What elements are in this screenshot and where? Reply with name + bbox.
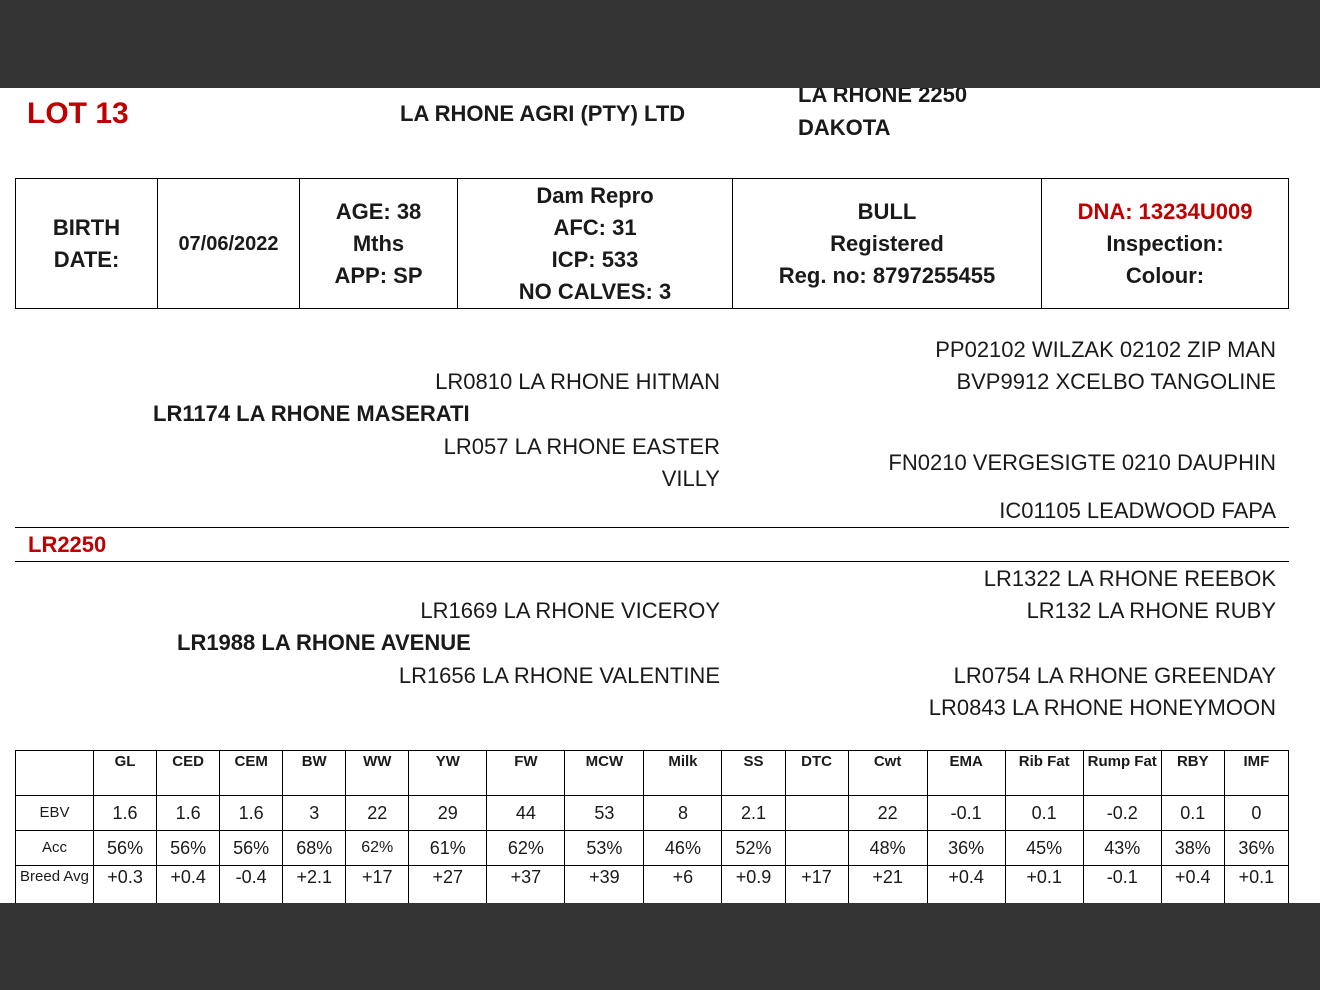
ebv-header-cell: CEM — [220, 751, 283, 796]
pedigree-dam-sire-sire: LR1322 LA RHONE REEBOK — [983, 566, 1276, 591]
pedigree-sire-sire: LR0810 LA RHONE HITMAN — [435, 369, 720, 394]
breed-avg-row-label: Breed Avg — [16, 866, 94, 904]
age-value: AGE: 38 — [335, 198, 422, 224]
breed-avg-cell: +0.3 — [94, 866, 157, 904]
pedigree-sire-sire-sire: PP02102 WILZAK 02102 ZIP MAN — [935, 337, 1276, 362]
pedigree-dam: LR1988 LA RHONE AVENUE — [177, 630, 471, 655]
colour-label: Colour: — [1125, 262, 1205, 288]
birth-label-line-1: BIRTH — [52, 214, 121, 240]
acc-cell: 62% — [346, 831, 409, 866]
breed-avg-cell: +27 — [409, 866, 487, 904]
ebv-cell: 1.6 — [94, 796, 157, 831]
ebv-cell: 22 — [848, 796, 927, 831]
ebv-header-cell: WW — [346, 751, 409, 796]
ebv-cell: 0 — [1224, 796, 1288, 831]
ebv-header-cell: CED — [157, 751, 220, 796]
sex-value: BULL — [857, 198, 917, 224]
breed-avg-cell: +0.4 — [157, 866, 220, 904]
animal-name-line-2: DAKOTA — [798, 115, 891, 140]
ebv-cell: 44 — [487, 796, 565, 831]
ebv-cell: 1.6 — [157, 796, 220, 831]
ebv-cell: 3 — [283, 796, 346, 831]
breed-avg-cell: +0.4 — [927, 866, 1005, 904]
pedigree-dam-dam: LR1656 LA RHONE VALENTINE — [398, 663, 720, 688]
breed-avg-cell: -0.1 — [1083, 866, 1161, 904]
ebv-header-cell: SS — [722, 751, 785, 796]
breed-avg-cell: +0.1 — [1224, 866, 1288, 904]
animal-name-line-1: LA RHONE 2250 — [798, 88, 968, 107]
icp-value: ICP: 533 — [551, 246, 639, 272]
ebv-cell: 0.1 — [1161, 796, 1224, 831]
ebv-header-cell: MCW — [565, 751, 644, 796]
inspection-label: Inspection: — [1106, 230, 1224, 256]
pedigree-sire-dam-sire: FN0210 VERGESIGTE 0210 DAUPHIN — [888, 450, 1276, 475]
breed-avg-cell: +39 — [565, 866, 644, 904]
pedigree-dam-dam-dam: LR0843 LA RHONE HONEYMOON — [928, 695, 1276, 720]
ebv-row-label: EBV — [16, 796, 94, 831]
pedigree-dam-sire: LR1669 LA RHONE VICEROY — [420, 598, 720, 623]
divider-top — [15, 527, 1289, 528]
acc-cell: 53% — [565, 831, 644, 866]
breed-avg-cell: -0.4 — [220, 866, 283, 904]
ebv-cell: 0.1 — [1005, 796, 1083, 831]
ebv-header-cell: FW — [487, 751, 565, 796]
ebv-table — [15, 750, 1289, 903]
divider-bottom — [15, 561, 1289, 562]
pedigree-sire-dam-line-2: VILLY — [661, 466, 720, 491]
ebv-header-cell: YW — [409, 751, 487, 796]
ebv-cell: 29 — [409, 796, 487, 831]
breed-avg-cell: +17 — [785, 866, 848, 904]
breed-avg-cell: +6 — [644, 866, 722, 904]
ebv-header-cell: Milk — [644, 751, 722, 796]
acc-cell: 62% — [487, 831, 565, 866]
acc-cell: 68% — [283, 831, 346, 866]
acc-row — [16, 831, 1289, 866]
ebv-cell: 8 — [644, 796, 722, 831]
ebv-cell: 1.6 — [220, 796, 283, 831]
ebv-header-cell: GL — [94, 751, 157, 796]
ebv-cell: -0.2 — [1083, 796, 1161, 831]
acc-cell: 52% — [722, 831, 785, 866]
pedigree-sire: LR1174 LA RHONE MASERATI — [153, 401, 470, 426]
acc-cell: 56% — [157, 831, 220, 866]
acc-cell: 43% — [1083, 831, 1161, 866]
breed-avg-row — [16, 866, 1289, 904]
acc-cell: 36% — [927, 831, 1005, 866]
breed-avg-cell: +21 — [848, 866, 927, 904]
breed-avg-cell: +0.1 — [1005, 866, 1083, 904]
ebv-cell: -0.1 — [927, 796, 1005, 831]
ebv-cell — [785, 796, 848, 831]
ebv-header-cell: Rib Fat — [1005, 751, 1083, 796]
acc-cell: 56% — [94, 831, 157, 866]
dam-repro-title: Dam Repro — [536, 182, 654, 208]
afc-value: AFC: 31 — [553, 214, 637, 240]
acc-cell: 48% — [848, 831, 927, 866]
no-calves-value: NO CALVES: 3 — [518, 278, 672, 304]
ebv-header-cell: IMF — [1224, 751, 1288, 796]
lot-number: LOT 13 — [27, 97, 129, 130]
animal-info-table — [15, 178, 1289, 309]
breed-avg-cell: +17 — [346, 866, 409, 904]
breeder-name: LA RHONE AGRI (PTY) LTD — [400, 101, 686, 126]
ebv-cell: 22 — [346, 796, 409, 831]
acc-cell: 56% — [220, 831, 283, 866]
acc-row-label: Acc — [16, 831, 94, 866]
ebv-header-cell: BW — [283, 751, 346, 796]
acc-cell — [785, 831, 848, 866]
ebv-cell: 53 — [565, 796, 644, 831]
acc-cell: 61% — [409, 831, 487, 866]
ebv-row — [16, 796, 1289, 831]
acc-cell: 46% — [644, 831, 722, 866]
ebv-header-row — [16, 751, 1289, 796]
pedigree-sire-sire-dam: BVP9912 XCELBO TANGOLINE — [956, 369, 1276, 394]
age-unit: Mths — [352, 230, 405, 256]
ebv-cell: 2.1 — [722, 796, 785, 831]
ebv-header-cell: RBY — [1161, 751, 1224, 796]
birth-date-cell: 07/06/2022 — [158, 179, 300, 309]
pedigree-dam-dam-sire: LR0754 LA RHONE GREENDAY — [953, 663, 1276, 688]
dna-cell — [1042, 179, 1289, 309]
breed-avg-cell: +37 — [487, 866, 565, 904]
app-value: APP: SP — [334, 262, 423, 288]
animal-id: LR2250 — [28, 532, 107, 557]
ebv-header-cell: Rump Fat — [1083, 751, 1161, 796]
ebv-header-cell — [16, 751, 94, 796]
birth-date-label-cell — [16, 179, 158, 309]
catalogue-page — [0, 88, 1320, 903]
breed-avg-cell: +0.4 — [1161, 866, 1224, 904]
acc-cell: 36% — [1224, 831, 1288, 866]
registration-number: Reg. no: 8797255455 — [778, 262, 996, 288]
dam-repro-cell — [458, 179, 733, 309]
ebv-header-cell: DTC — [785, 751, 848, 796]
acc-cell: 38% — [1161, 831, 1224, 866]
ebv-header-cell: EMA — [927, 751, 1005, 796]
breed-avg-cell: +2.1 — [283, 866, 346, 904]
breed-avg-cell: +0.9 — [722, 866, 785, 904]
age-cell — [300, 179, 458, 309]
birth-label-line-2: DATE: — [53, 246, 120, 272]
pedigree-sire-dam-dam: IC01105 LEADWOOD FAPA — [999, 498, 1276, 523]
ebv-header-cell: Cwt — [848, 751, 927, 796]
pedigree-dam-sire-dam: LR132 LA RHONE RUBY — [1026, 598, 1276, 623]
registration-status: Registered — [830, 230, 944, 256]
acc-cell: 45% — [1005, 831, 1083, 866]
pedigree-sire-dam-line-1: LR057 LA RHONE EASTER — [443, 434, 720, 459]
dna-number: DNA: 13234U009 — [1077, 198, 1253, 224]
registration-cell — [733, 179, 1042, 309]
